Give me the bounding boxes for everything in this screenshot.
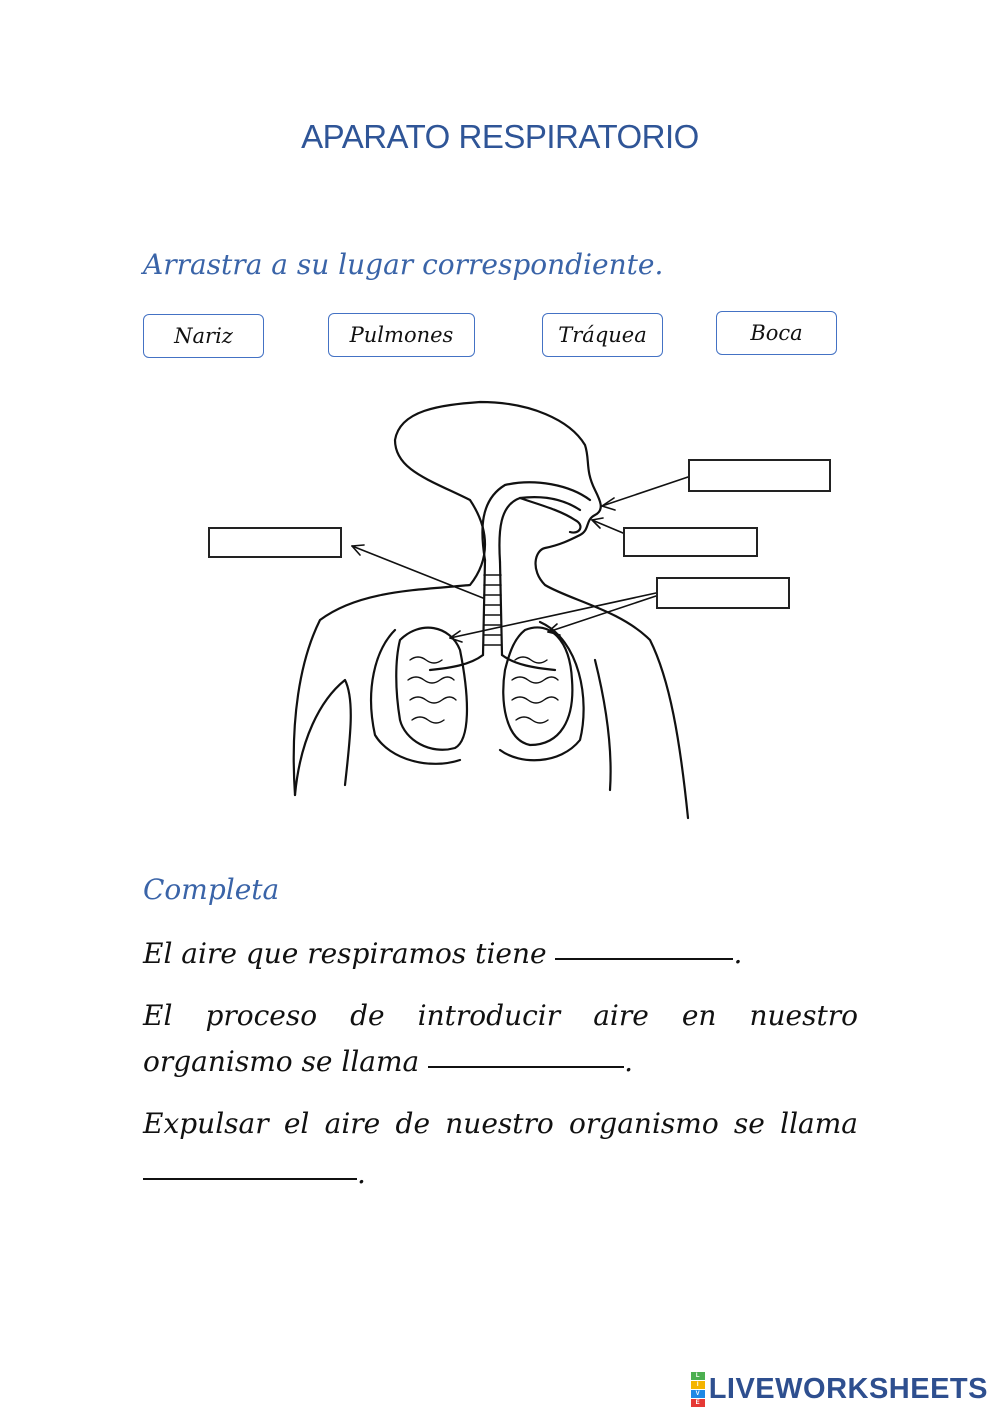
sentence-2-line-2 (143, 1038, 858, 1086)
sentence-2-text: organismo se llama (143, 1045, 420, 1078)
logo-letter-e: E (691, 1399, 705, 1407)
sentence-2-end: . (624, 1045, 634, 1078)
blank-field-1[interactable] (555, 930, 733, 960)
sentence-2-line-1: El proceso de introducir aire en nuestro (143, 999, 858, 1032)
sentence-1-text: El aire que respiramos tiene (143, 937, 547, 970)
blank-input-3[interactable] (143, 1150, 357, 1198)
logo-letter-l: L (691, 1372, 705, 1380)
logo-letter-i: I (691, 1381, 705, 1389)
drop-target-lungs-label[interactable] (656, 577, 790, 609)
option-chip-traquea[interactable]: Tráquea (542, 313, 663, 357)
complete-heading: Completa (143, 873, 280, 906)
sentence-3-line-1: Expulsar el aire de nuestro organismo se llama (143, 1107, 858, 1140)
drop-target-nose-label[interactable] (688, 459, 831, 492)
blank-input-1[interactable] (555, 930, 733, 978)
drop-target-mouth-label[interactable] (623, 527, 758, 557)
brand-name: LIVEWORKSHEETS (708, 1373, 988, 1405)
liveworksheets-logo-icon (691, 1372, 705, 1407)
blank-input-2[interactable] (428, 1038, 624, 1086)
sentence-1-end: . (733, 937, 743, 970)
drop-target-trachea-label[interactable] (208, 527, 342, 558)
logo-letter-v: V (691, 1390, 705, 1398)
page-title: APARATO RESPIRATORIO (301, 118, 699, 155)
option-chip-boca[interactable]: Boca (716, 311, 837, 355)
drag-instruction: Arrastra a su lugar correspondiente. (143, 248, 664, 281)
option-chip-nariz[interactable]: Nariz (143, 314, 264, 358)
sentence-1 (143, 930, 858, 978)
blank-field-3[interactable] (143, 1150, 357, 1180)
sentence-3-end: . (357, 1157, 366, 1190)
sentence-3-line-2 (143, 1150, 858, 1198)
liveworksheets-brand[interactable] (691, 1372, 988, 1407)
blank-field-2[interactable] (428, 1038, 624, 1068)
option-chip-pulmones[interactable]: Pulmones (328, 313, 475, 357)
